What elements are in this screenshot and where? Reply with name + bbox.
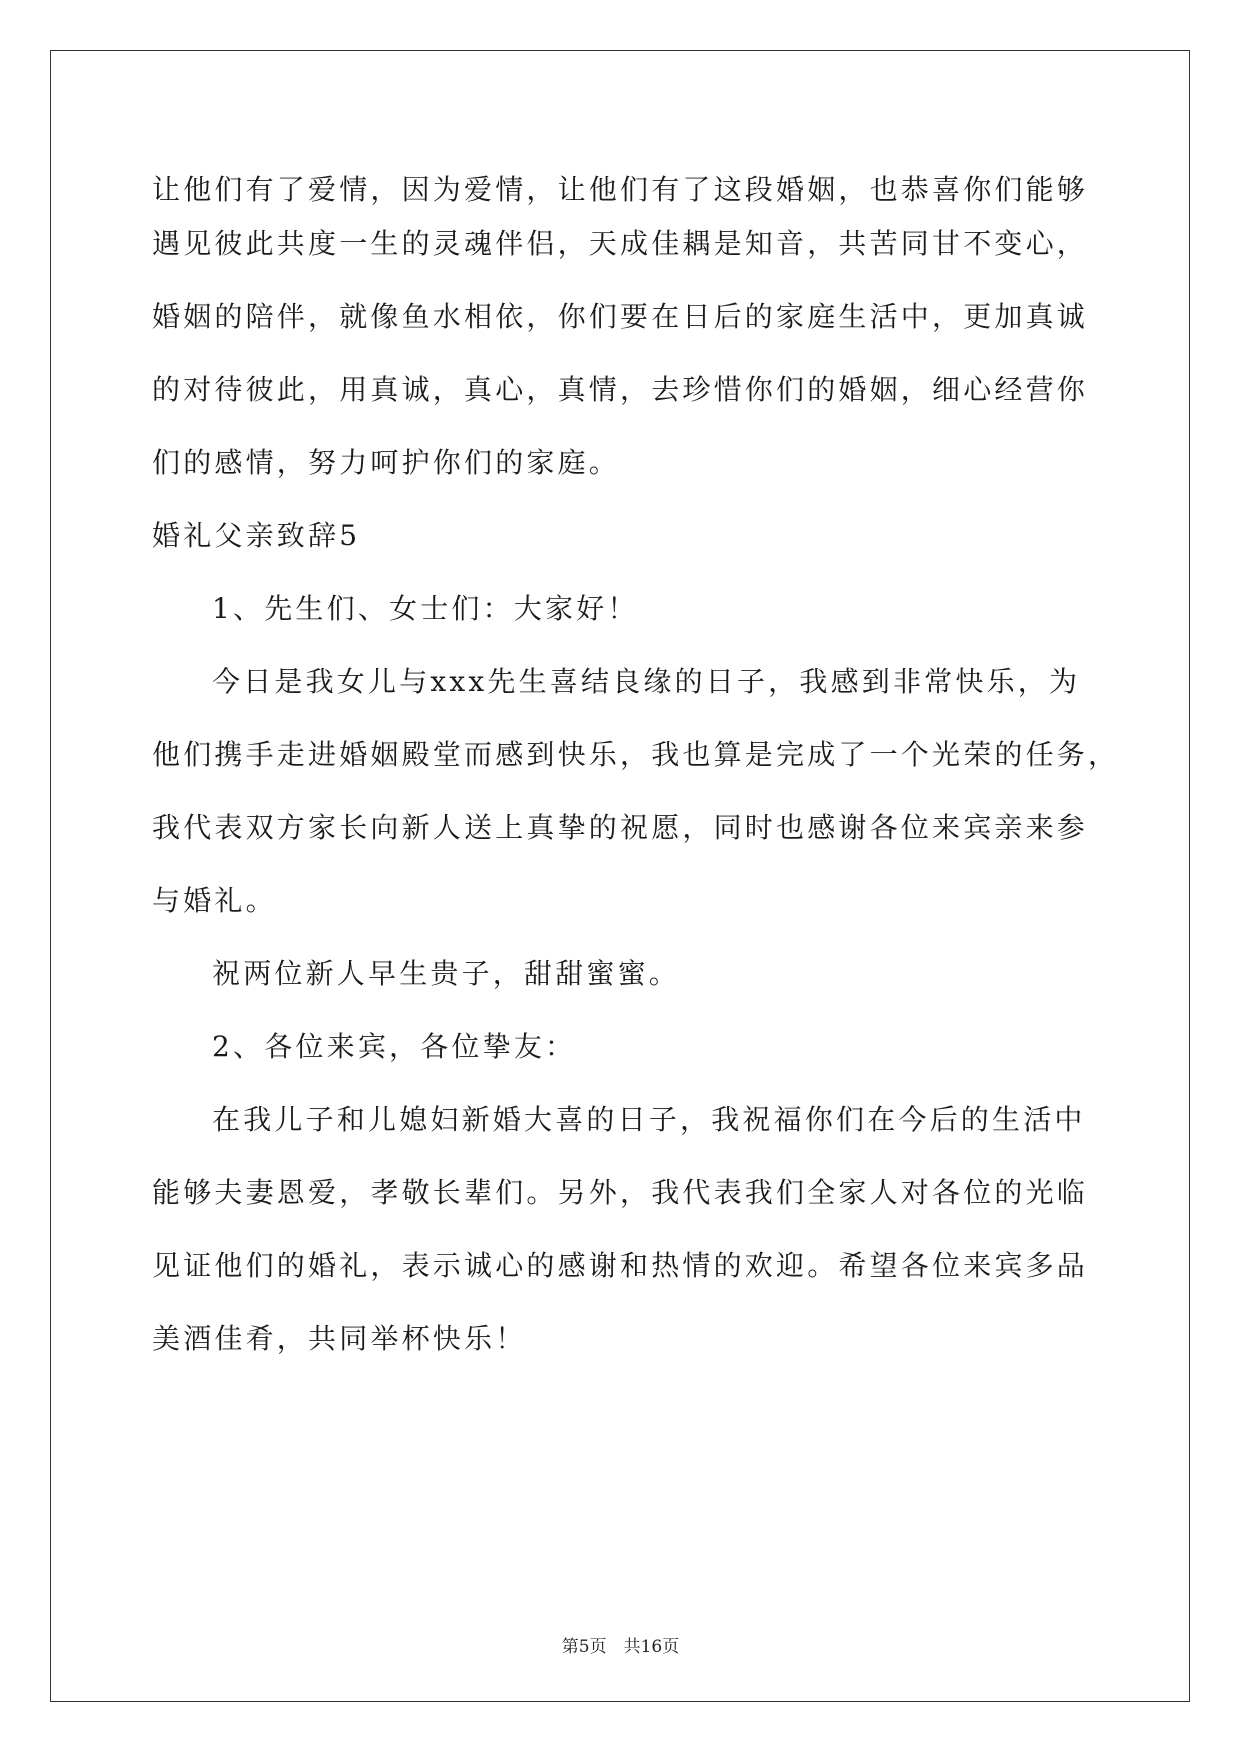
text-line: 婚姻的陪伴，就像鱼水相依，你们要在日后的家庭生活中，更加真诚 (152, 300, 1089, 333)
text-line: 能够夫妻恩爱，孝敬长辈们。另外，我代表我们全家人对各位的光临 (152, 1176, 1089, 1209)
text-line: 与婚礼。 (152, 884, 277, 917)
paragraph-start: 1、先生们、女士们：大家好！ (212, 592, 639, 625)
text-line: 们的感情，努力呵护你们的家庭。 (152, 446, 621, 479)
text-line: 遇见彼此共度一生的灵魂伴侣，天成佳耦是知音，共苦同甘不变心， (152, 227, 1089, 260)
text-line: 让他们有了爱情，因为爱情，让他们有了这段婚姻，也恭喜你们能够 (152, 173, 1089, 206)
page-border (50, 50, 1190, 1702)
text-line: 我代表双方家长向新人送上真挚的祝愿，同时也感谢各位来宾亲来参 (152, 811, 1089, 844)
paragraph-start: 今日是我女儿与xxx先生喜结良缘的日子，我感到非常快乐，为 (212, 665, 1081, 698)
text-line: 见证他们的婚礼，表示诚心的感谢和热情的欢迎。希望各位来宾多品 (152, 1249, 1089, 1282)
section-heading: 婚礼父亲致辞5 (152, 519, 361, 552)
paragraph-start: 祝两位新人早生贵子，甜甜蜜蜜。 (212, 957, 681, 990)
text-line: 的对待彼此，用真诚，真心，真情，去珍惜你们的婚姻，细心经营你 (152, 373, 1089, 406)
paragraph-start: 2、各位来宾，各位挚友： (212, 1030, 577, 1063)
paragraph-start: 在我儿子和儿媳妇新婚大喜的日子，我祝福你们在今后的生活中 (212, 1103, 1086, 1136)
page-number-footer: 第5页 共16页 (561, 1637, 680, 1657)
text-line: 他们携手走进婚姻殿堂而感到快乐，我也算是完成了一个光荣的任务， (152, 738, 1120, 771)
text-line: 美酒佳肴，共同举杯快乐！ (152, 1322, 527, 1355)
